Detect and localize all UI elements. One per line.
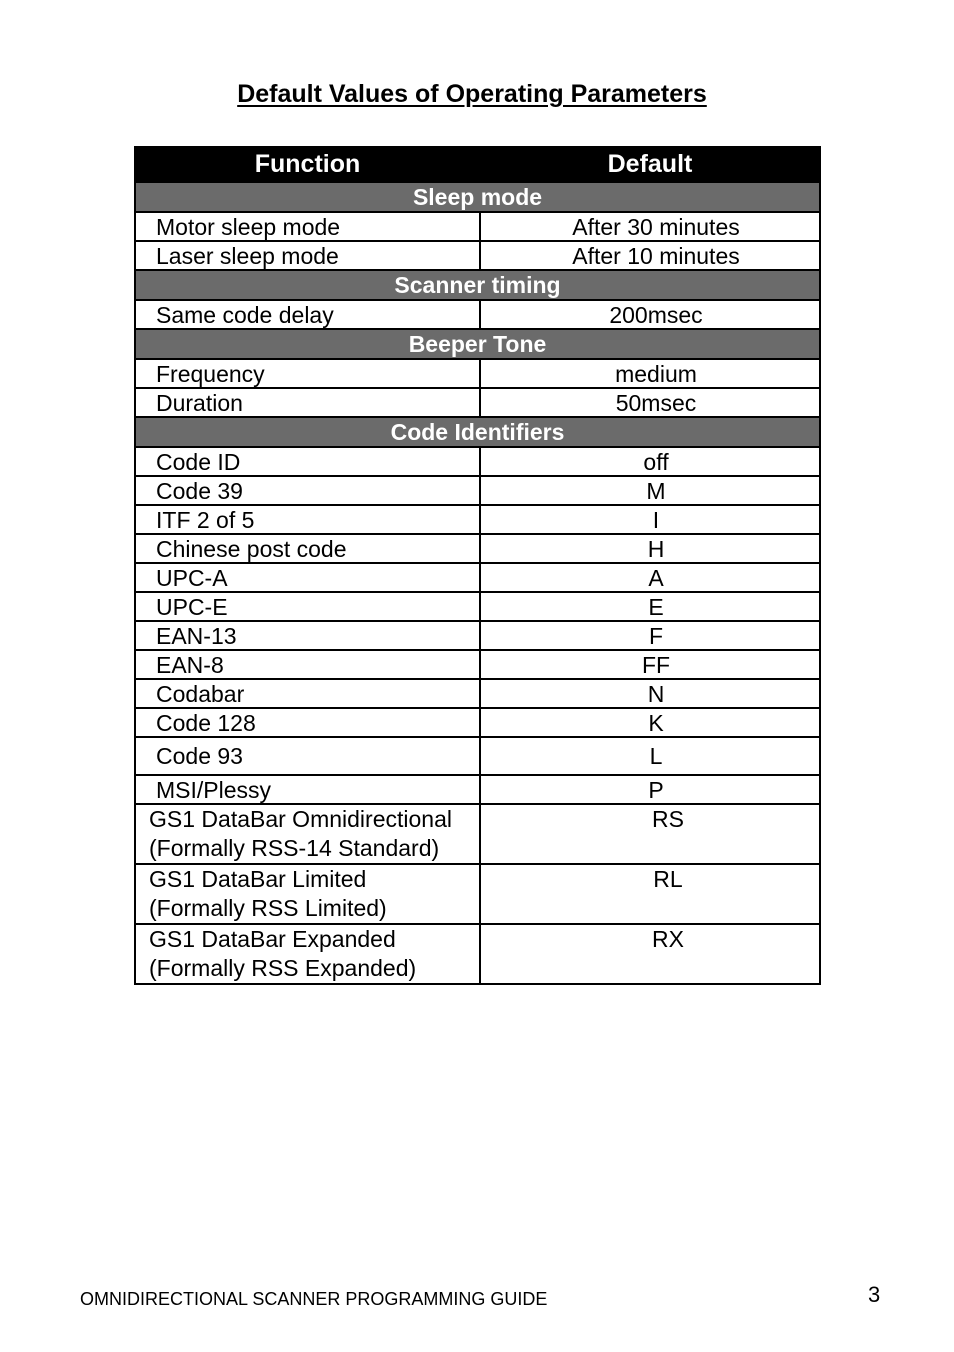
default-cell: P	[480, 775, 820, 804]
table-row	[135, 212, 820, 241]
page-number: 3	[868, 1282, 881, 1307]
table-row	[135, 534, 820, 563]
function-cell: Chinese post code	[135, 534, 480, 563]
default-cell: After 30 minutes	[480, 212, 820, 241]
default-cell: A	[480, 563, 820, 592]
section-title: Code Identifiers	[135, 417, 820, 447]
table-row	[135, 592, 820, 621]
section-header-row	[135, 329, 820, 359]
table-row	[135, 476, 820, 505]
default-cell: FF	[480, 650, 820, 679]
page-title: Default Values of Operating Parameters	[237, 80, 707, 108]
default-cell: H	[480, 534, 820, 563]
section-header-row	[135, 270, 820, 300]
parameters-table	[134, 146, 821, 985]
section-title: Scanner timing	[135, 270, 820, 300]
function-cell: Same code delay	[135, 300, 480, 329]
column-header-function: Function	[135, 147, 480, 182]
table-row	[135, 650, 820, 679]
function-cell: Code ID	[135, 447, 480, 476]
table-row	[135, 359, 820, 388]
function-cell: Code 128	[135, 708, 480, 737]
table-header-row	[135, 147, 820, 182]
default-cell: 50msec	[480, 388, 820, 417]
default-cell: RX	[480, 924, 820, 984]
table-row	[135, 300, 820, 329]
function-cell: Code 39	[135, 476, 480, 505]
function-cell: Frequency	[135, 359, 480, 388]
function-cell: Laser sleep mode	[135, 241, 480, 270]
default-cell: L	[480, 737, 820, 775]
section-header-row	[135, 417, 820, 447]
table-row	[135, 447, 820, 476]
section-title: Beeper Tone	[135, 329, 820, 359]
function-cell: Code 93	[135, 737, 480, 775]
function-cell: EAN-13	[135, 621, 480, 650]
default-cell: off	[480, 447, 820, 476]
default-cell: F	[480, 621, 820, 650]
function-cell: GS1 DataBar Expanded (Formally RSS Expanded)	[135, 924, 480, 984]
function-cell: Duration	[135, 388, 480, 417]
default-cell: 200msec	[480, 300, 820, 329]
default-cell: M	[480, 476, 820, 505]
table-row	[135, 737, 820, 775]
column-header-default: Default	[480, 147, 820, 182]
table-body	[135, 182, 820, 984]
table-row	[135, 864, 820, 924]
function-cell: GS1 DataBar Limited (Formally RSS Limited)	[135, 864, 480, 924]
section-title: Sleep mode	[135, 182, 820, 212]
table-row	[135, 563, 820, 592]
function-cell: MSI/Plessy	[135, 775, 480, 804]
table-row	[135, 505, 820, 534]
default-cell: RL	[480, 864, 820, 924]
default-cell: N	[480, 679, 820, 708]
default-cell: RS	[480, 804, 820, 864]
table-row	[135, 388, 820, 417]
footer-guide-title: OMNIDIRECTIONAL SCANNER PROGRAMMING GUIDE	[80, 1289, 548, 1309]
default-cell: E	[480, 592, 820, 621]
table-row	[135, 804, 820, 864]
function-cell: UPC-A	[135, 563, 480, 592]
function-cell: EAN-8	[135, 650, 480, 679]
section-header-row	[135, 182, 820, 212]
default-cell: After 10 minutes	[480, 241, 820, 270]
default-cell: K	[480, 708, 820, 737]
table-row	[135, 241, 820, 270]
default-cell: medium	[480, 359, 820, 388]
table-row	[135, 621, 820, 650]
function-cell: Motor sleep mode	[135, 212, 480, 241]
function-cell: ITF 2 of 5	[135, 505, 480, 534]
table-row	[135, 679, 820, 708]
default-cell: I	[480, 505, 820, 534]
table-row	[135, 708, 820, 737]
function-cell: UPC-E	[135, 592, 480, 621]
table-row	[135, 924, 820, 984]
table-row	[135, 775, 820, 804]
function-cell: GS1 DataBar Omnidirectional (Formally RSS-14 Standard)	[135, 804, 480, 864]
function-cell: Codabar	[135, 679, 480, 708]
